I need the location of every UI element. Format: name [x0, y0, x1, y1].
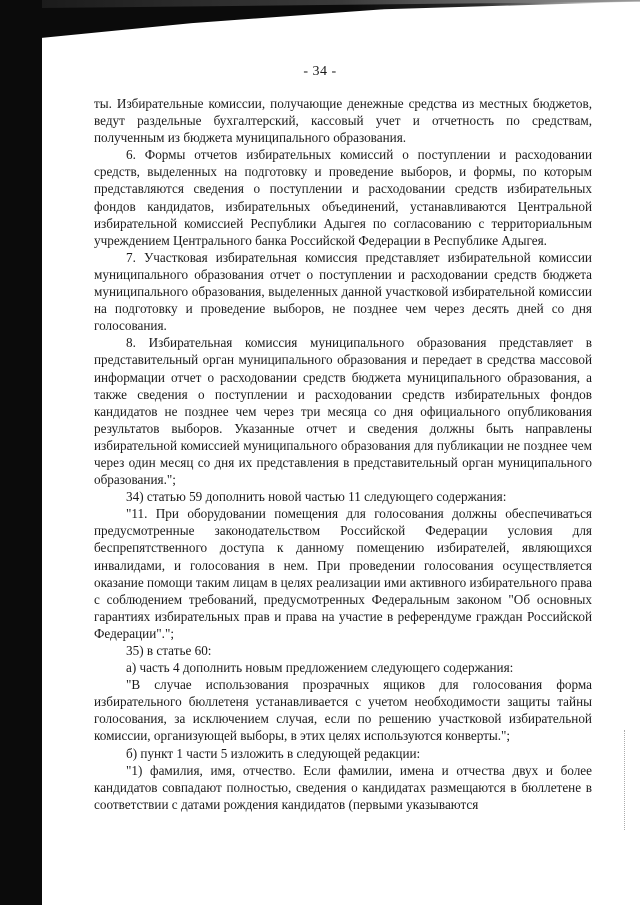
- paragraph-item-6: 6. Формы отчетов избирательных комиссий о поступлении и расходовании средств, выделенных на подготовку и проведение выборов, и формы, по которым представляются сведения о поступлении и расходовании средств избирательных фондов кандидатов, избирательных объединений, устанавливаются Центральной избирательной комиссией Республики Адыгея по согласованию с территориальным учреждением Центрального банка Российской Федерации в Республике Адыгея.: [94, 147, 592, 248]
- scan-left-edge: [0, 0, 42, 905]
- paragraph-continuation: ты. Избирательные комиссии, получающие денежные средства из местных бюджетов, ведут раздельные бухгалтерский, кассовый учет и отчетность по средствам, полученным из бюджета муниципального образования.: [94, 96, 592, 146]
- paragraph-subitem-a: а) часть 4 дополнить новым предложением следующего содержания:: [126, 660, 514, 676]
- paragraph-point-1: "1) фамилия, имя, отчество. Если фамилии, имена и отчества двух и более кандидатов совпадают полностью, сведения о кандидатах размещаются в бюллетене в соответствии с датами рождения кандидатов (первыми указываются: [94, 762, 592, 812]
- paragraph-ballot-form: "В случае использования прозрачных ящиков для голосования форма избирательного бюллетеня устанавливается с учетом необходимости защиты тайны голосования, за исключением случая, если по решению участковой избирательной комиссии, организующей выборы, в этих целях используются конверты.";: [94, 677, 592, 744]
- paragraph-item-7: 7. Участковая избирательная комиссия представляет избирательной комиссии муниципального образования отчет о поступлении и расходовании средств бюджета муниципального образования, выделенных данной участковой избирательной комиссии на подготовку и проведение выборов, не позднее чем через десять дней со дня голосования.: [94, 249, 592, 334]
- paragraph-item-8: 8. Избирательная комиссия муниципального образования представляет в представительный орган муниципального образования и передает в средства массовой информации отчет о расходовании средств бюджета муниципального образования, а также сведения о поступлении и расходовании средств избирательных фондов кандидатов не позднее чем через три месяца со дня официального опубликования результатов выборов. Указанные отчет и сведения должны быть направлены избирательной комиссией муниципального образования для публикации не позднее чем через один месяц со дня их представления в представительный орган муниципального образования.";: [94, 335, 592, 488]
- page-number: - 34 -: [303, 64, 337, 79]
- paragraph-subitem-b: б) пункт 1 части 5 изложить в следующей редакции:: [126, 745, 421, 761]
- paragraph-amendment-34: 34) статью 59 дополнить новой частью 11 следующего содержания:: [126, 489, 507, 505]
- paragraph-amendment-35: 35) в статье 60:: [126, 643, 212, 658]
- margin-speckles: [624, 730, 628, 830]
- document-body: [94, 95, 592, 813]
- paragraph-part-11: "11. При оборудовании помещения для голосования должны обеспечиваться предусмотренные законодательством Российской Федерации условия для беспрепятственного доступа к данному помещению избирателей, являющихся инвалидами, и голосования в нем. При проведении голосования осуществляется оказание помощи таким лицам в целях реализации ими активного избирательного права с соблюдением требований, предусмотренных Федеральным законом "Об основных гарантиях избирательных прав и права на участие в референдуме граждан Российской Федерации".";: [94, 506, 592, 641]
